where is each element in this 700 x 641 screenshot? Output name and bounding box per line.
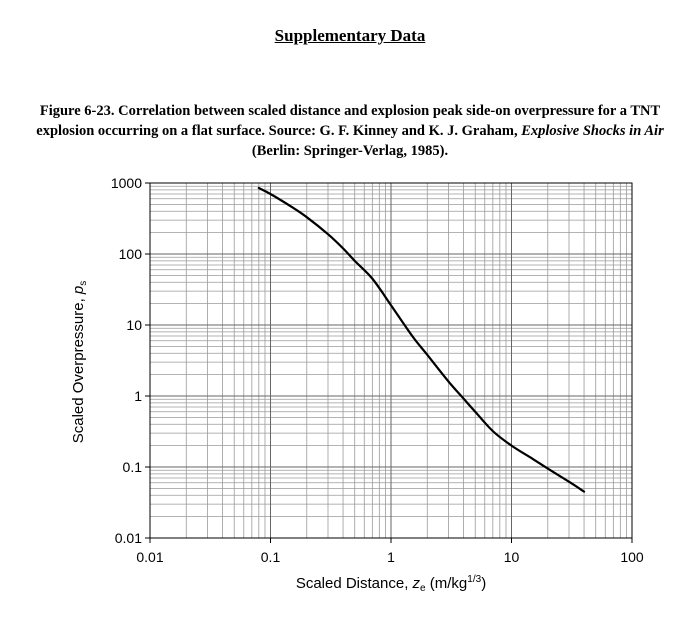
overpressure-curve	[259, 188, 584, 492]
x-tick-label: 0.1	[260, 549, 281, 565]
y-tick-label: 100	[118, 246, 142, 262]
x-tick-label: 1	[387, 549, 395, 565]
y-axis-label: Scaled Overpressure, $p_s$	[70, 280, 89, 444]
page-heading: Supplementary Data	[274, 26, 426, 45]
x-tick-labels	[136, 549, 644, 565]
x-tick-label: 0.01	[136, 549, 164, 565]
y-tick-label: 0.1	[122, 459, 142, 475]
caption-text-end: (Berlin: Springer-Verlag, 1985).	[251, 143, 449, 159]
caption-text: Figure 6-23. Correlation between scaled distance and explosion peak side-on overpressure for a TNT explosion occurring on a flat surface. Source: G. F. Kinney and K. J. Graham,	[36, 103, 661, 139]
y-tick-label: 0.01	[114, 530, 142, 546]
y-tick-label: 1000	[110, 175, 142, 191]
x-tick-label: 10	[503, 549, 520, 565]
x-tick-label: 100	[620, 549, 644, 565]
caption-book-title: Explosive Shocks in Air	[521, 123, 664, 139]
y-tick-labels	[111, 175, 142, 546]
y-tick-label: 1	[134, 388, 142, 404]
y-tick-label: 10	[126, 317, 142, 333]
x-axis-label: Scaled Distance, $z_e$ $(m/kg^{1/3})$	[295, 574, 487, 594]
axis-ticks	[145, 183, 632, 543]
